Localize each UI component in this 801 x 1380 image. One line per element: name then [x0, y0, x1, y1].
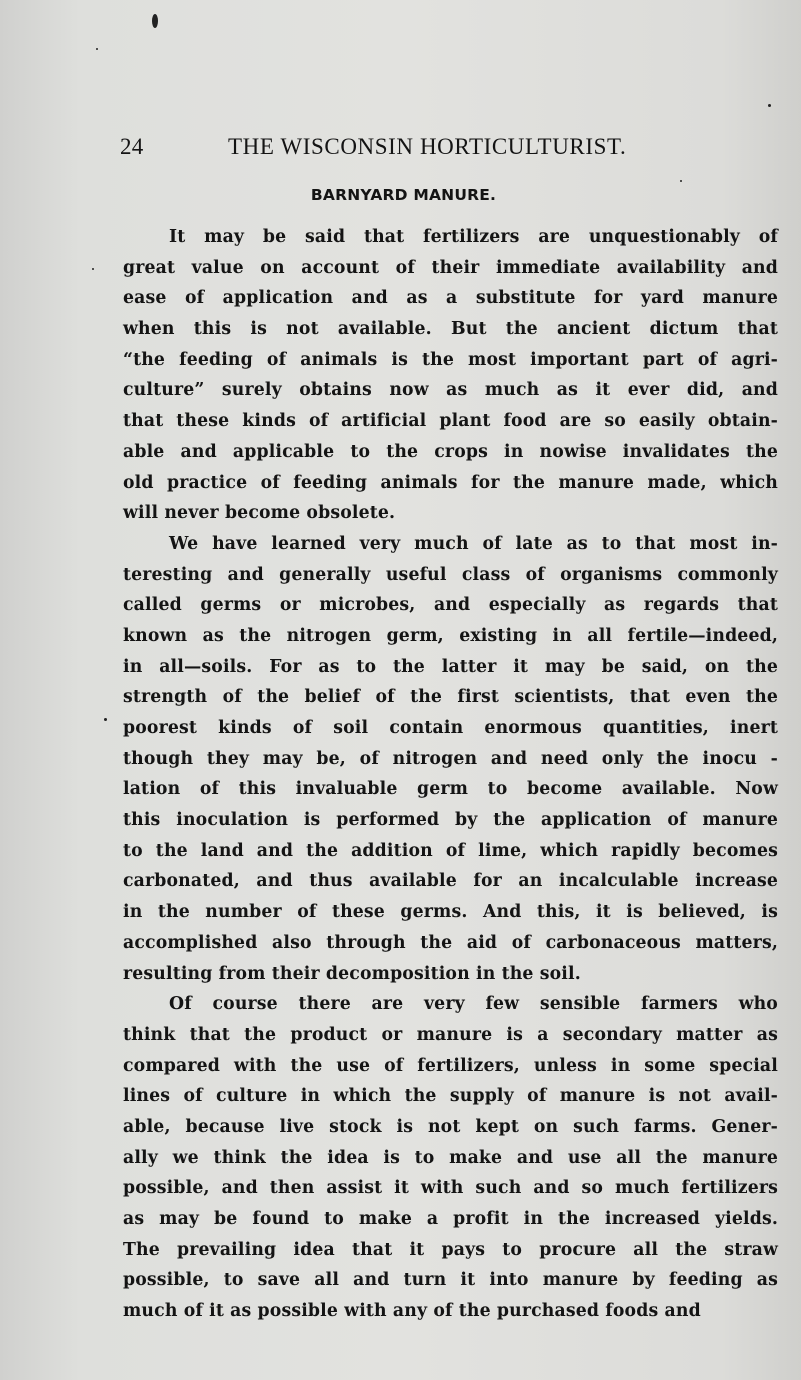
text-line: in the number of these germs. And this, it is believed, is [123, 902, 778, 923]
ink-speck [92, 268, 94, 270]
section-title-text: BARNYARD MANURE. [310, 186, 497, 204]
text-line: culture” surely obtains now as much as it ever did, and [123, 380, 778, 401]
text-line: lines of culture in which the supply of manure is not avail- [123, 1086, 778, 1107]
text-line: ease of application and as a substitute for yard manure [123, 288, 778, 309]
paragraph [123, 529, 778, 989]
ink-speck [152, 14, 158, 28]
text-line: compared with the use of fertilizers, unless in some special [123, 1055, 778, 1076]
page-number: 24 [120, 134, 144, 159]
paragraph [123, 222, 778, 529]
text-line: resulting from their decomposition in the soil. [123, 963, 581, 984]
text-line: to the land and the addition of lime, which rapidly becomes [123, 840, 778, 861]
text-line: think that the product or manure is a secondary matter as [123, 1024, 778, 1045]
text-line: poorest kinds of soil contain enormous quantities, inert [123, 718, 778, 738]
text-line: lation of this invaluable germ to become available. Now [123, 779, 778, 800]
text-line: accomplished also through the aid of carbonaceous matters, [123, 932, 778, 953]
ink-speck [104, 718, 107, 721]
text-line: Of course there are very few sensible farmers who [169, 994, 778, 1015]
text-line: carbonated, and thus available for an incalculable increase [123, 871, 778, 892]
text-line: as may be found to make a profit in the increased yields. [123, 1209, 778, 1229]
text-line: called germs or microbes, and especially as regards that [123, 595, 778, 616]
text-line: old practice of feeding animals for the manure made, which [123, 472, 778, 493]
text-line: known as the nitrogen germ, existing in all fertile—indeed, [123, 625, 778, 646]
ink-speck [680, 180, 682, 182]
text-line: great value on account of their immediate availability and [123, 257, 778, 278]
text-line: teresting and generally useful class of organisms commonly [123, 564, 778, 585]
text-line: this inoculation is performed by the application of manure [123, 810, 778, 831]
section-title [0, 186, 801, 204]
text-line: though they may be, of nitrogen and need only the inocu - [123, 748, 778, 769]
text-line: possible, to save all and turn it into manure by feeding as [123, 1270, 778, 1291]
text-line: much of it as possible with any of the purchased foods and [123, 1301, 701, 1322]
text-line: possible, and then assist it with such and so much fertilizers [123, 1178, 778, 1199]
text-line: ally we think the idea is to make and use all the manure [123, 1147, 778, 1168]
running-title: THE WISCONSIN HORTICULTURIST. [228, 134, 627, 159]
text-line: that these kinds of artificial plant food are so easily obtain- [123, 411, 778, 432]
article-body [123, 222, 778, 1327]
text-line: strength of the belief of the first scientists, that even the [123, 687, 778, 708]
text-line: able, because live stock is not kept on such farms. Gener- [123, 1116, 778, 1137]
text-line: in all—soils. For as to the latter it may be said, on the [123, 656, 778, 677]
text-line: It may be said that fertilizers are unquestionably of [169, 227, 778, 247]
ink-speck [768, 104, 771, 107]
text-line: will never become obsolete. [123, 503, 396, 524]
ink-speck [96, 48, 98, 50]
text-line: “the feeding of animals is the most important part of agri- [123, 349, 778, 370]
text-line: The prevailing idea that it pays to procure all the straw [123, 1239, 778, 1260]
text-line: able and applicable to the crops in nowise invalidates the [123, 441, 778, 462]
text-line: when this is not available. But the ancient dictum that [123, 319, 778, 340]
paragraph [123, 989, 778, 1327]
text-line: We have learned very much of late as to that most in- [169, 533, 778, 554]
